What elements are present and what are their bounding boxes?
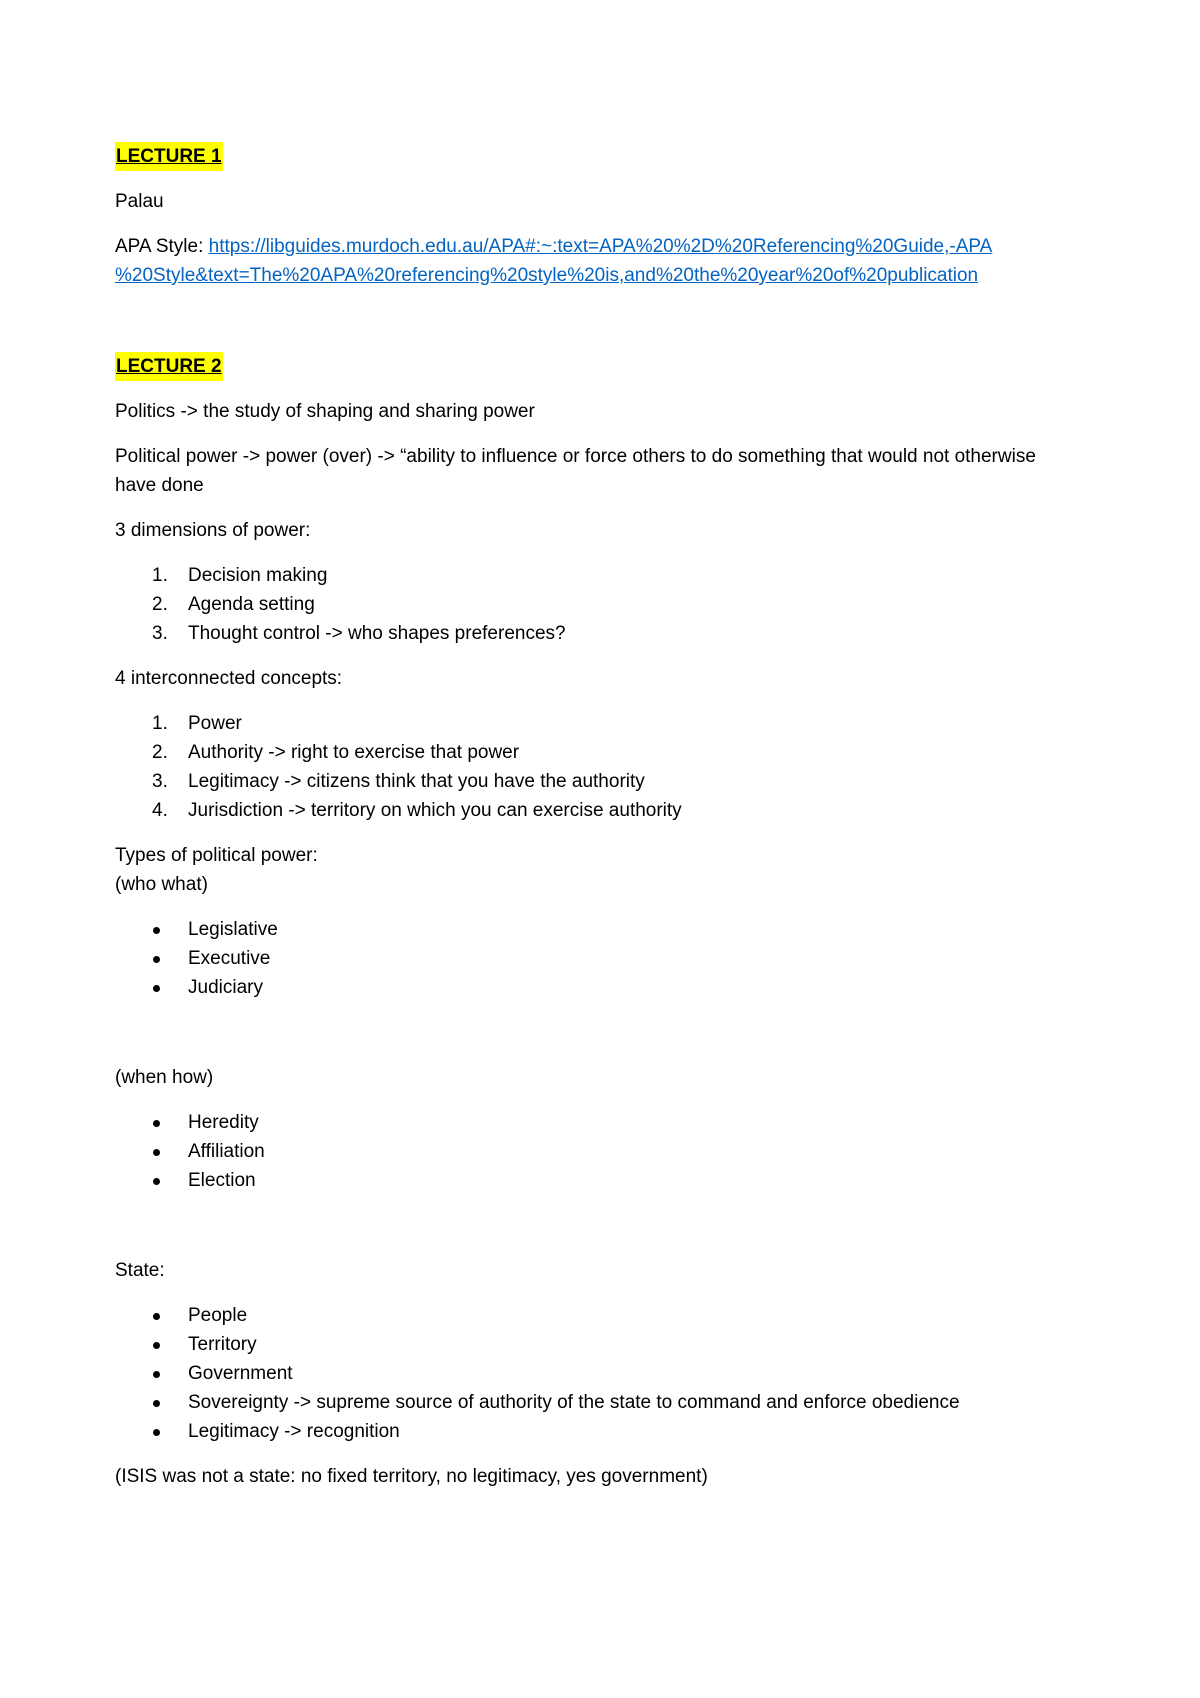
lecture2-heading: LECTURE 2 [115,352,223,381]
list-item-text: Heredity [188,1112,259,1133]
types-intro-paragraph [115,841,1075,899]
bullet-icon [153,927,160,934]
bullet-icon [153,1429,160,1436]
list-item-text: Legislative [188,919,278,940]
dimensions-intro: 3 dimensions of power: [115,520,311,541]
list-item-text: Executive [188,948,271,969]
list-item-text: Legitimacy -> recognition [188,1421,400,1442]
politics-definition: Politics -> the study of shaping and sharing power [115,401,535,422]
bullet-icon [153,985,160,992]
types-intro: Types of political power: [115,845,318,866]
list-item-text: Election [188,1170,256,1191]
list-item-text: Power [188,713,242,734]
bullet-icon [153,1178,160,1185]
state-intro: State: [115,1260,165,1281]
list-item-text: Agenda setting [188,594,315,615]
list-item-text: Jurisdiction -> territory on which you can exercise authority [188,800,682,821]
list-number: 1. [152,713,168,734]
list-item-text: Legitimacy -> citizens think that you have the authority [188,771,645,792]
apa-link-line1: https://libguides.murdoch.edu.au/APA#:~:text=APA%20%2D%20Referencing%20Guide,-APA [208,236,993,257]
list-item-text: Sovereignty -> supreme source of authority of the state to command and enforce obedience [188,1392,960,1413]
list-item-text: Decision making [188,565,328,586]
bullet-icon [153,1342,160,1349]
who-what-label: (who what) [115,874,208,895]
list-item [115,1137,1075,1166]
apa-link-line2: %20Style&text=The%20APA%20referencing%20style%20is,and%20the%20year%20of%20publication [115,265,979,286]
lecture1-heading-line [115,142,1075,171]
palau-text: Palau [115,191,164,212]
lecture2-heading-line [115,352,1075,381]
list-item-text: Government [188,1363,293,1384]
list-item [115,1108,1075,1137]
list-item-text: Territory [188,1334,257,1355]
list-item [115,1166,1075,1195]
list-item [115,1301,1075,1330]
list-item [115,1417,1075,1446]
concepts-intro: 4 interconnected concepts: [115,668,343,689]
state-list [115,1301,1075,1446]
list-item [115,590,1075,619]
apa-style-label: APA Style: [115,236,209,257]
bullet-icon [153,1120,160,1127]
bullet-icon [153,1371,160,1378]
bullet-icon [153,1149,160,1156]
list-item [115,973,1075,1002]
spacer [115,1211,1075,1256]
list-item [115,561,1075,590]
bullet-icon [153,956,160,963]
list-item [115,709,1075,738]
list-item [115,619,1075,648]
list-item-text: Thought control -> who shapes preferences? [188,623,566,644]
list-item [115,1359,1075,1388]
list-number: 2. [152,594,168,615]
isis-note: (ISIS was not a state: no fixed territory, no legitimacy, yes government) [115,1466,708,1487]
list-item [115,944,1075,973]
list-number: 1. [152,565,168,586]
list-number: 3. [152,623,168,644]
list-item [115,796,1075,825]
list-item [115,767,1075,796]
list-item [115,738,1075,767]
list-item [115,1330,1075,1359]
document-body [115,142,1075,1507]
list-item-text: Authority -> right to exercise that power [188,742,520,763]
when-how-label: (when how) [115,1067,214,1088]
dimensions-list [115,561,1075,648]
apa-style-paragraph [115,232,1075,290]
political-power-definition: Political power -> power (over) -> “ability to influence or force others to do something that would not otherwise have done [115,446,1036,496]
spacer [115,1018,1075,1063]
list-number: 2. [152,742,168,763]
list-item [115,1388,1075,1417]
list-number: 4. [152,800,168,821]
list-item-text: Judiciary [188,977,263,998]
list-item-text: Affiliation [188,1141,265,1162]
list-item [115,915,1075,944]
bullet-icon [153,1313,160,1320]
concepts-list [115,709,1075,825]
lecture1-heading: LECTURE 1 [115,142,223,171]
bullet-icon [153,1400,160,1407]
who-what-list [115,915,1075,1002]
spacer [115,306,1075,352]
list-item-text: People [188,1305,248,1326]
apa-style-link[interactable] [115,236,992,286]
when-how-list [115,1108,1075,1195]
list-number: 3. [152,771,168,792]
